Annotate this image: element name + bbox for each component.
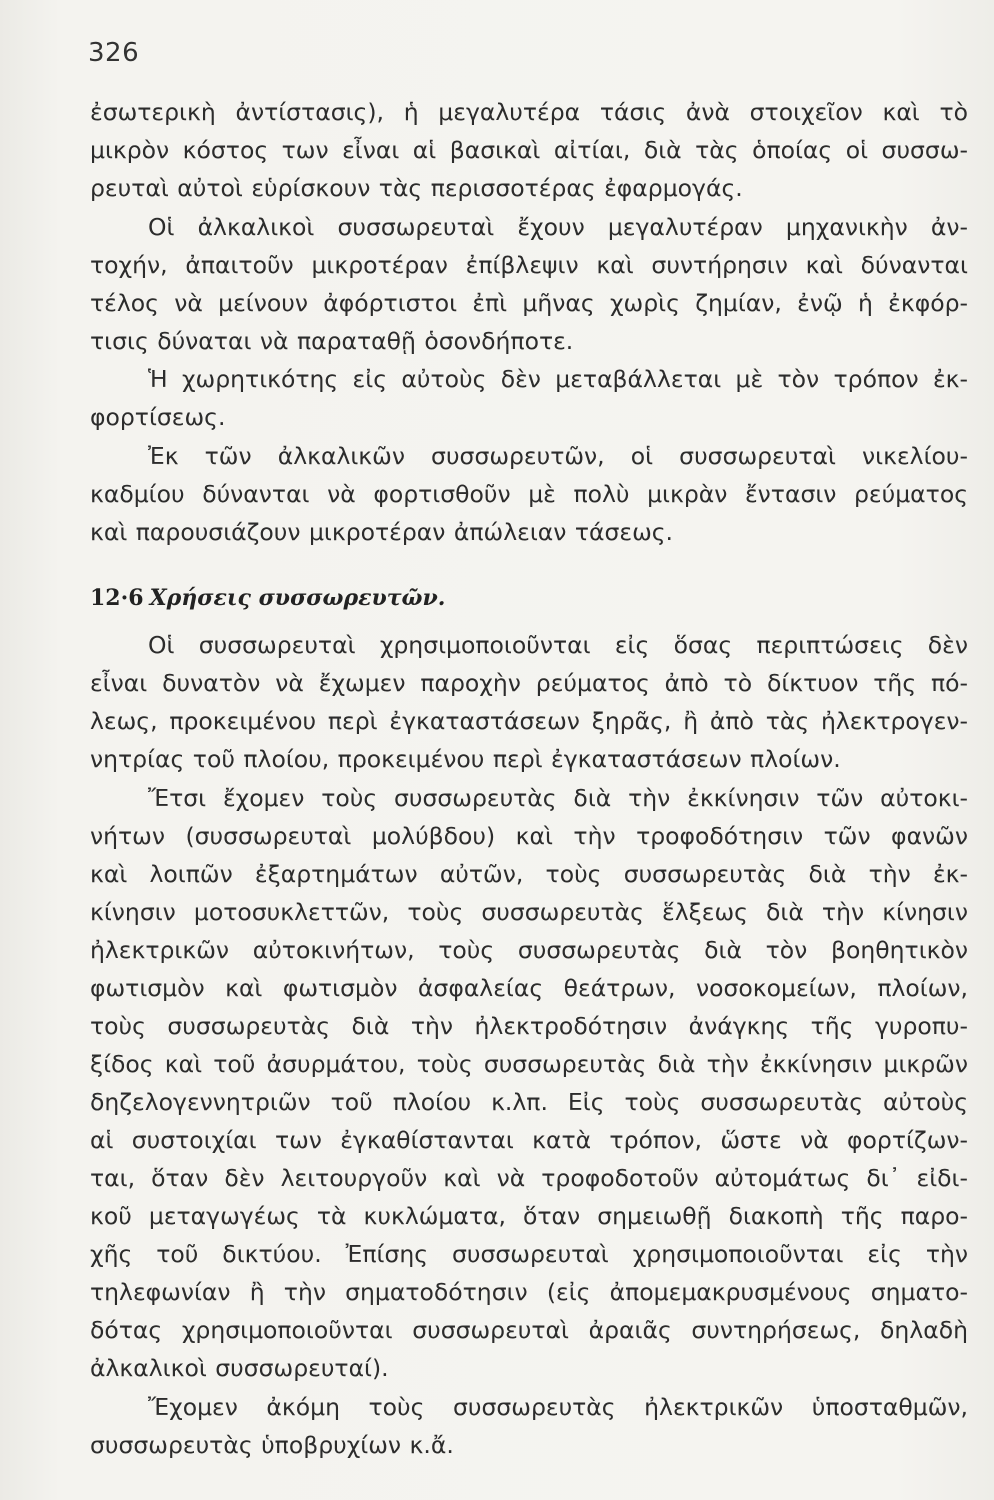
- text-line: εἶναι δυνατὸν νὰ ἔχωμεν παροχὴν ρεύματος ἀπὸ τὸ δίκτυον τῆς πό-: [90, 669, 968, 697]
- text-line: μικρὸν κόστος των εἶναι αἱ βασικαὶ αἰτίαι, διὰ τὰς ὁποίας οἱ συσσω-: [90, 136, 968, 164]
- text-line: ἐσωτερικὴ ἀντίστασις), ἡ μεγαλυτέρα τάσις ἀνὰ στοιχεῖον καὶ τὸ: [90, 98, 968, 126]
- text-line: Ἐκ τῶν ἀλκαλικῶν συσσωρευτῶν, οἱ συσσωρευταὶ νικελίου-: [148, 442, 968, 470]
- text-line: καδμίου δύνανται νὰ φορτισθοῦν μὲ πολὺ μικρὰν ἔντασιν ρεύματος: [90, 480, 968, 508]
- text-line: χῆς τοῦ δικτύου. Ἐπίσης συσσωρευταὶ χρησιμοποιοῦνται εἰς τὴν: [90, 1240, 968, 1268]
- text-line: κίνησιν μοτοσυκλεττῶν, τοὺς συσσωρευτὰς ἕλξεως διὰ τὴν κίνησιν: [90, 898, 968, 926]
- text-line: καὶ λοιπῶν ἐξαρτημάτων αὐτῶν, τοὺς συσσωρευτὰς διὰ τὴν ἐκ-: [90, 860, 968, 888]
- text-line: νητρίας τοῦ πλοίου, προκειμένου περὶ ἐγκαταστάσεων πλοίων.: [90, 745, 841, 773]
- text-line: λεως, προκειμένου περὶ ἐγκαταστάσεων ξηρᾶς, ἢ ἀπὸ τὰς ἠλεκτρογεν-: [90, 707, 968, 735]
- text-line: τέλος νὰ μείνουν ἀφόρτιστοι ἐπὶ μῆνας χωρὶς ζημίαν, ἐνῷ ἡ ἐκφόρ-: [90, 289, 968, 317]
- text-line: Ἔχομεν ἀκόμη τοὺς συσσωρευτὰς ἠλεκτρικῶν ὑποσταθμῶν,: [148, 1393, 968, 1421]
- text-line: δηζελογεννητριῶν τοῦ πλοίου κ.λπ. Εἰς τοὺς συσσωρευτὰς αὐτοὺς: [90, 1088, 968, 1116]
- section-heading: [90, 585, 445, 611]
- text-line: ρευταὶ αὐτοὶ εὑρίσκουν τὰς περισσοτέρας ἐφαρμογάς.: [90, 174, 743, 202]
- text-line: καὶ παρουσιάζουν μικροτέραν ἀπώλειαν τάσεως.: [90, 518, 674, 546]
- text-line: νήτων (συσσωρευταὶ μολύβδου) καὶ τὴν τροφοδότησιν τῶν φανῶν: [90, 822, 968, 850]
- text-line: αἱ συστοιχίαι των ἐγκαθίστανται κατὰ τρόπον, ὥστε νὰ φορτίζων-: [90, 1126, 968, 1154]
- text-line: ται, ὅταν δὲν λειτουργοῦν καὶ νὰ τροφοδοτοῦν αὐτομάτως δι᾽ εἰδι-: [90, 1164, 968, 1192]
- text-line: Οἱ συσσωρευταὶ χρησιμοποιοῦνται εἰς ὅσας περιπτώσεις δὲν: [148, 631, 968, 659]
- text-line: φορτίσεως.: [90, 403, 226, 431]
- text-line: τοχήν, ἀπαιτοῦν μικροτέραν ἐπίβλεψιν καὶ συντήρησιν καὶ δύνανται: [90, 251, 968, 279]
- text-line: Οἱ ἀλκαλικοὶ συσσωρευταὶ ἔχουν μεγαλυτέραν μηχανικὴν ἀν-: [148, 213, 968, 241]
- section-number: 12·6: [90, 585, 144, 611]
- text-line: δότας χρησιμοποιοῦνται συσσωρευταὶ ἀραιᾶς συντηρήσεως, δηλαδὴ: [90, 1316, 968, 1344]
- text-line: κοῦ μεταγωγέως τὰ κυκλώματα, ὅταν σημειωθῇ διακοπὴ τῆς παρο-: [90, 1202, 968, 1230]
- text-line: τισις δύναται νὰ παραταθῇ ὁσονδήποτε.: [90, 327, 574, 355]
- text-line: τοὺς συσσωρευτὰς διὰ τὴν ἠλεκτροδότησιν ἀνάγκης τῆς γυροπυ-: [90, 1012, 968, 1040]
- text-line: ἀλκαλικοὶ συσσωρευταί).: [90, 1354, 389, 1382]
- text-line: ἠλεκτρικῶν αὐτοκινήτων, τοὺς συσσωρευτὰς διὰ τὸν βοηθητικὸν: [90, 936, 968, 964]
- page-number: 326: [88, 38, 140, 68]
- section-title: Χρήσεις συσσωρευτῶν.: [149, 585, 446, 611]
- text-line: Ἔτσι ἔχομεν τοὺς συσσωρευτὰς διὰ τὴν ἐκκίνησιν τῶν αὐτοκι-: [148, 784, 968, 812]
- text-line: ξίδος καὶ τοῦ ἀσυρμάτου, τοὺς συσσωρευτὰς διὰ τὴν ἐκκίνησιν μικρῶν: [90, 1050, 968, 1078]
- text-line: τηλεφωνίαν ἢ τὴν σηματοδότησιν (εἰς ἀπομεμακρυσμένους σηματο-: [90, 1278, 968, 1306]
- text-line: Ἡ χωρητικότης εἰς αὐτοὺς δὲν μεταβάλλεται μὲ τὸν τρόπον ἐκ-: [148, 365, 968, 393]
- text-line: φωτισμὸν καὶ φωτισμὸν ἀσφαλείας θεάτρων, νοσοκομείων, πλοίων,: [90, 974, 968, 1002]
- text-line: συσσωρευτὰς ὑποβρυχίων κ.ἄ.: [90, 1431, 454, 1459]
